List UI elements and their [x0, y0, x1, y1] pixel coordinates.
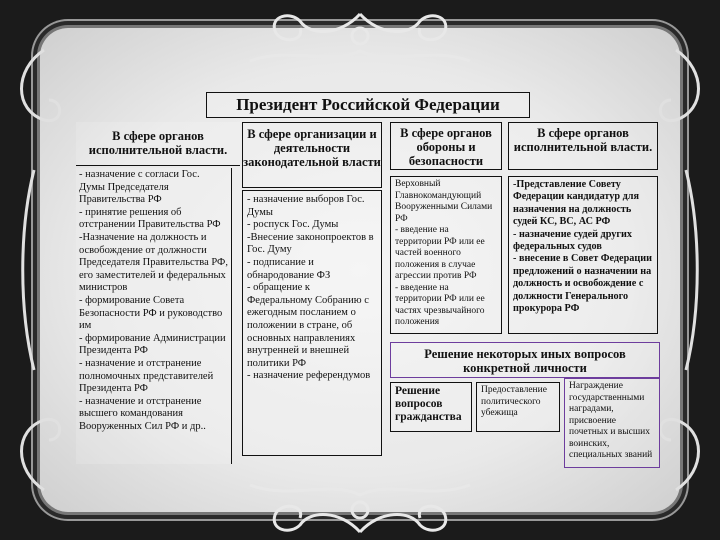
asylum-box: Предоставление политического убежища: [476, 382, 560, 432]
awards-box: Награждение государственными наградами, присвоение почетных и высших воинских, специальных званий: [564, 378, 660, 468]
defense-head: В сфере органов обороны и безопасности: [390, 122, 502, 170]
legislative-head: В сфере организации и деятельности законодательной власти: [242, 122, 382, 188]
top-ornament-icon: [230, 6, 490, 76]
diagram-title: Президент Российской Федерации: [206, 92, 530, 118]
judicial-head: В сфере органов исполнительной власти.: [508, 122, 658, 170]
other-questions-head: Решение некоторых иных вопросов конкретной личности: [390, 342, 660, 378]
executive-body: - назначение с согласи Гос. Думы Председателя Правительства РФ - принятие решения об отстранении Правительства РФ -Назначение на должность и освобождение от должности Председателя Правительства РФ, его заместителей и федеральных министров - формирование Совета Безопасности РФ и руководство им - формирование Администрации Президента РФ - назначение и отстранение полномочных представителей Президента РФ - назначение и отстранение высшего командования Вооруженных Сил РФ и др..: [76, 168, 232, 464]
defense-body: Верховный Главнокомандующий Вооруженными Силами РФ - введение на территории РФ или ее частей военного положения в случае агрессии против РФ - введение на территории РФ или ее частях чрезвычайного положения: [390, 176, 502, 334]
citizenship-box: Решение вопросов гражданства: [390, 382, 472, 432]
legislative-body: - назначение выборов Гос. Думы - роспуск Гос. Думы -Внесение законопроектов в Гос. Думу - подписание и обнародование ФЗ - обращение к Федеральному Собранию с ежегодным посланием о положении в стране, об основных направлениях внутренней и внешней политики РФ - назначение референдумов: [242, 190, 382, 456]
executive-head: В сфере органов исполнительной власти.: [76, 122, 240, 166]
bottom-ornament-icon: [230, 470, 490, 540]
judicial-body: -Представление Совету Федерации кандидатур для назначения на должность судей КС, ВС, АС РФ - назначение судей других федеральных судов - внесение в Совет Федерации предложений о назначении на должность и освобождение с должности Генерального прокурора РФ: [508, 176, 658, 334]
